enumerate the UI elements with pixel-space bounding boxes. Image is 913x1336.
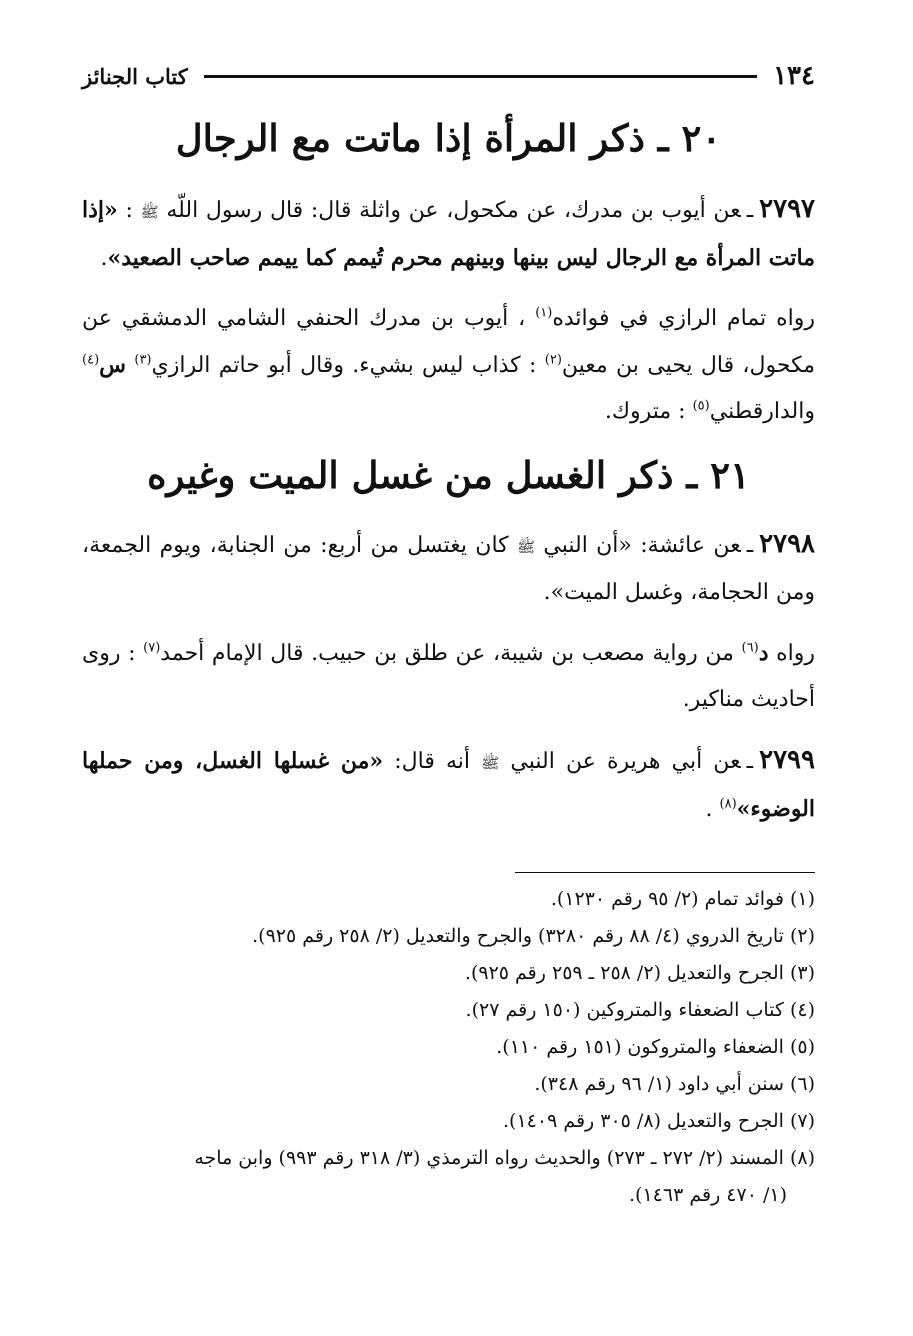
hadith-number: ٢٧٩٧ xyxy=(759,194,816,224)
footnote-ref-5[interactable]: (٥) xyxy=(692,398,710,414)
hadith-text: «من غسلها الغسل، ومن حملها الوضوء» xyxy=(82,748,815,822)
footnote-text: تاريخ الدروي (٤/ ٨٨ رقم ٣٢٨٠) والجرح والتعديل (٢/ ٢٥٨ رقم ٩٢٥). xyxy=(252,925,784,947)
note-text: : روى أحاديث مناكير. xyxy=(82,641,815,712)
source-symbol: د xyxy=(758,640,769,666)
note-text: رواه xyxy=(776,641,816,666)
footnote-number: (٣) xyxy=(789,962,815,984)
footnote-number: (٨) xyxy=(789,1147,815,1169)
hadith-2797 xyxy=(82,186,815,282)
footnote-1 xyxy=(82,881,815,918)
note-text: رواه تمام الرازي في فوائده xyxy=(552,306,816,331)
hadith-text: «إذا ماتت المرأة مع الرجال ليس بينها وبينهم محرم تُيمم كما ييمم صاحب الصعيد» xyxy=(82,197,815,271)
hadith-lead: عن أبي هريرة عن النبي xyxy=(510,749,741,774)
footnote-text: الضعفاء والمتروكون (١٥١ رقم ١١٠). xyxy=(496,1036,784,1058)
footnote-5 xyxy=(82,1029,815,1066)
footnote-number: (١) xyxy=(789,888,815,910)
takhrij-note-2798 xyxy=(82,630,815,723)
note-text: والدارقطني xyxy=(709,399,815,424)
footnote-ref-2[interactable]: (٢) xyxy=(544,352,562,368)
footnote-ref-8[interactable]: (٨) xyxy=(719,796,737,812)
hadith-dash: ـ xyxy=(746,533,754,558)
footnotes xyxy=(82,872,815,1214)
hadith-dash: ـ xyxy=(746,749,754,774)
hadith-text: «أن النبي xyxy=(543,533,632,558)
footnote-text: سنن أبي داود (١/ ٩٦ رقم ٣٤٨). xyxy=(534,1073,784,1095)
footnote-text: الجرح والتعديل (٢/ ٢٥٨ ـ ٢٥٩ رقم ٩٢٥). xyxy=(464,962,784,984)
main-text xyxy=(82,108,815,847)
section-title: ٢٠ ـ ذكر المرأة إذا ماتت مع الرجال xyxy=(175,116,722,160)
footnote-8-continuation: (١/ ٤٧٠ رقم ١٤٦٣). xyxy=(629,1184,787,1206)
book-title: كتاب الجنائز xyxy=(82,63,188,89)
page-number: ١٣٤ xyxy=(773,61,815,91)
footnote-ref-3[interactable]: (٣) xyxy=(134,352,152,368)
hadith-colon: : xyxy=(125,198,133,223)
note-text: ، أيوب بن مدرك الحنفي الشامي الدمشقي عن مكحول، قال يحيى بن معين xyxy=(82,306,816,378)
footnote-8 xyxy=(82,1140,815,1177)
footnote-2 xyxy=(82,918,815,955)
note-text: من رواية مصعب بن شيبة، عن طلق بن حبيب. قال الإمام أحمد xyxy=(160,641,734,666)
footnote-7 xyxy=(82,1103,815,1140)
footnote-number: (٧) xyxy=(789,1110,815,1132)
hadith-chain: عن أيوب بن مدرك، عن مكحول، عن واثلة قال: قال رسول اللّه xyxy=(166,198,741,223)
note-text: : متروك. xyxy=(604,399,686,424)
hadith-2799 xyxy=(82,737,815,833)
hadith-end: . xyxy=(100,246,108,271)
hadith-end: . xyxy=(705,797,713,822)
footnote-number: (٤) xyxy=(789,999,815,1021)
footnote-text: فوائد تمام (٢/ ٩٥ رقم ١٢٣٠). xyxy=(550,888,784,910)
footnote-text: المسند (٢/ ٢٧٢ ـ ٢٧٣) والحديث رواه الترمذي (٣/ ٣١٨ رقم ٩٩٣) وابن ماجه xyxy=(194,1147,784,1169)
source-symbol: س xyxy=(99,352,126,378)
hadith-text: كان يغتسل من أربع: من الجنابة، ويوم الجمعة، ومن الحجامة، وغسل الميت». xyxy=(82,533,815,605)
page-header xyxy=(82,58,815,94)
salla-symbol: ﷺ xyxy=(140,203,159,221)
header-rule xyxy=(204,75,757,78)
footnote-number: (٢) xyxy=(789,925,815,947)
salla-symbol: ﷺ xyxy=(481,754,500,772)
hadith-dash: ـ xyxy=(746,198,754,223)
note-text: : كذاب ليس بشيء. وقال أبو حاتم الرازي xyxy=(151,353,537,378)
footnote-ref-7[interactable]: (٧) xyxy=(143,640,161,656)
footnote-number: (٥) xyxy=(789,1036,815,1058)
hadith-lead: عن عائشة: xyxy=(640,533,741,558)
hadith-mid: أنه قال: xyxy=(394,749,471,774)
hadith-number: ٢٧٩٨ xyxy=(759,529,815,559)
footnote-ref-1[interactable]: (١) xyxy=(535,305,553,321)
hadith-2798 xyxy=(82,521,815,616)
footnote-rule xyxy=(515,872,815,873)
hadith-number: ٢٧٩٩ xyxy=(759,745,815,775)
salla-symbol: ﷺ xyxy=(516,538,536,556)
section-title: ٢١ ـ ذكر الغسل من غسل الميت وغيره xyxy=(147,453,750,497)
footnote-ref-6[interactable]: (٦) xyxy=(741,640,759,656)
footnote-3 xyxy=(82,955,815,992)
footnote-6 xyxy=(82,1066,815,1103)
takhrij-note-2797 xyxy=(82,296,815,435)
footnote-text: كتاب الضعفاء والمتروكين (١٥٠ رقم ٢٧). xyxy=(465,999,784,1021)
footnote-text: الجرح والتعديل (٨/ ٣٠٥ رقم ١٤٠٩). xyxy=(503,1110,784,1132)
footnote-number: (٦) xyxy=(789,1073,815,1095)
footnote-4 xyxy=(82,992,815,1029)
footnote-ref-4[interactable]: (٤) xyxy=(82,352,100,368)
